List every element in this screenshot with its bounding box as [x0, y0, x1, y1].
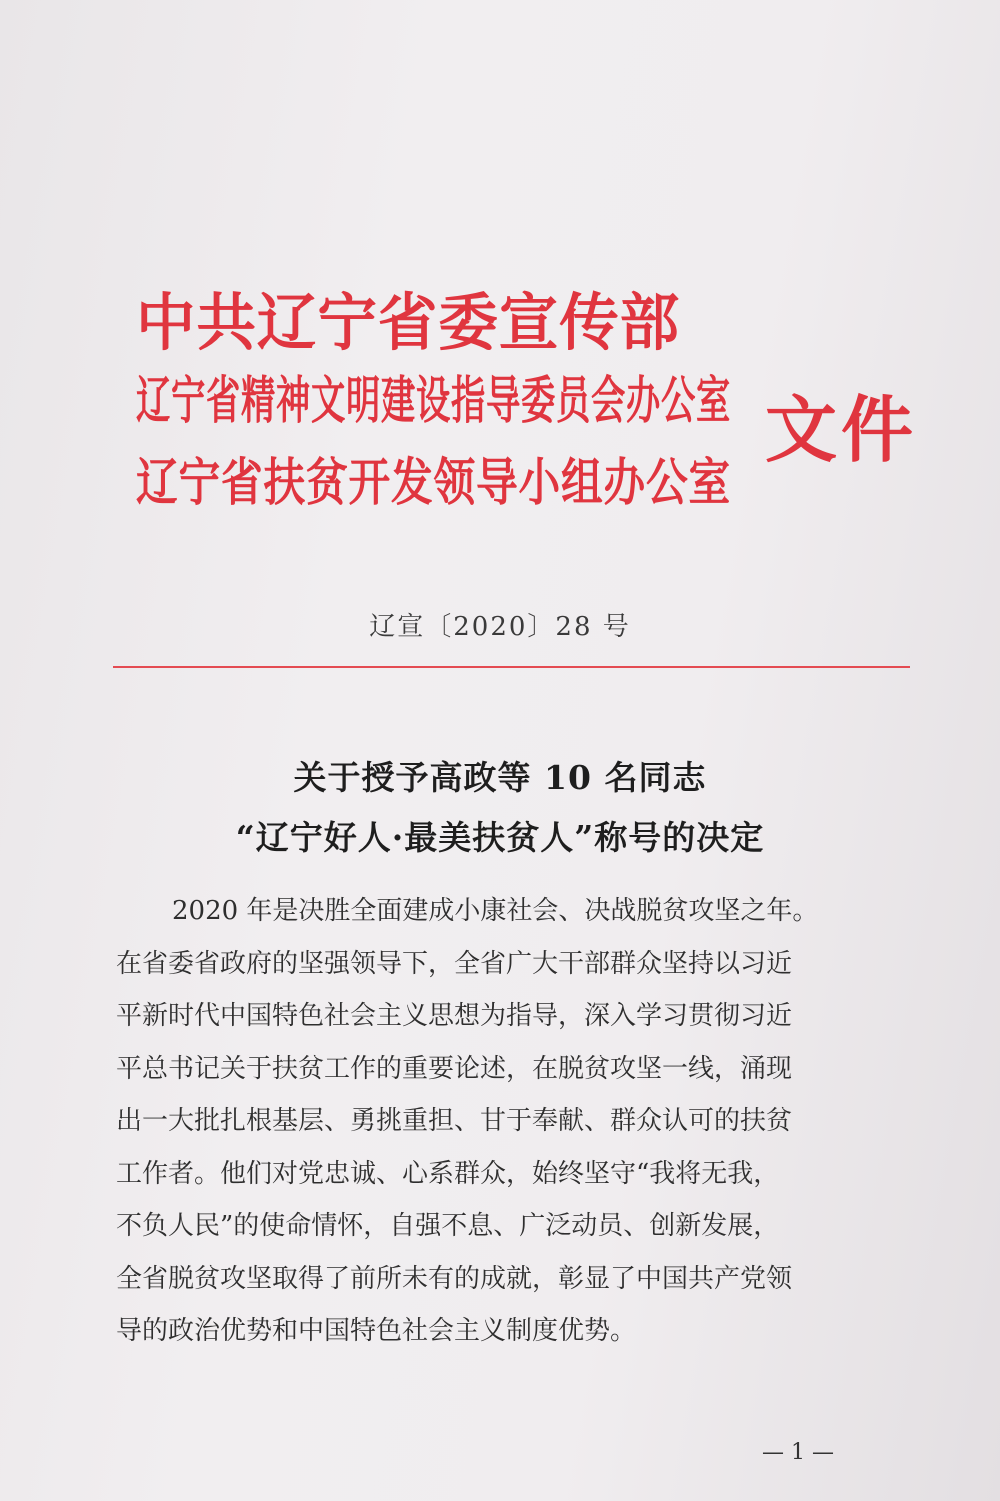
- issuer-line-1: 中共辽宁省委宣传部: [136, 286, 681, 359]
- document-title-line-2: “辽宁好人·最美扶贫人”称号的决定: [235, 818, 765, 857]
- page-number: — 1 —: [762, 1440, 834, 1465]
- issuing-authorities: [136, 286, 756, 532]
- body-line: 不负人民”的使命情怀，自强不息、广泛动员、创新发展，: [116, 1211, 780, 1241]
- body-line: 在省委省政府的坚强领导下，全省广大干部群众坚持以习近: [116, 948, 793, 979]
- document-title-line-1: 关于授予高政等 10 名同志: [293, 758, 707, 797]
- body-line: 2020 年是决胜全面建成小康社会、决战脱贫攻坚之年。: [172, 896, 819, 926]
- red-divider-line: [113, 666, 910, 668]
- body-paragraph: [116, 885, 906, 1358]
- body-line: 平总书记关于扶贫工作的重要论述，在脱贫攻坚一线，涌现: [116, 1053, 793, 1084]
- body-line: 平新时代中国特色社会主义思想为指导，深入学习贯彻习近: [116, 1001, 793, 1031]
- document-word: 文件: [765, 388, 918, 472]
- document-number: 辽宣〔2020〕28 号: [369, 612, 631, 642]
- issuer-line-3: 辽宁省扶贫开发领导小组办公室: [136, 454, 732, 513]
- issuer-line-2: 辽宁省精神文明建设指导委员会办公室: [136, 372, 732, 431]
- body-line: 导的政治优势和中国特色社会主义制度优势。: [116, 1316, 637, 1346]
- body-line: 工作者。他们对党忠诚、心系群众，始终坚守“我将无我，: [116, 1158, 780, 1189]
- body-line: 出一大批扎根基层、勇挑重担、甘于奉献、群众认可的扶贫: [116, 1106, 793, 1136]
- body-line: 全省脱贫攻坚取得了前所未有的成就，彰显了中国共产党领: [116, 1263, 793, 1294]
